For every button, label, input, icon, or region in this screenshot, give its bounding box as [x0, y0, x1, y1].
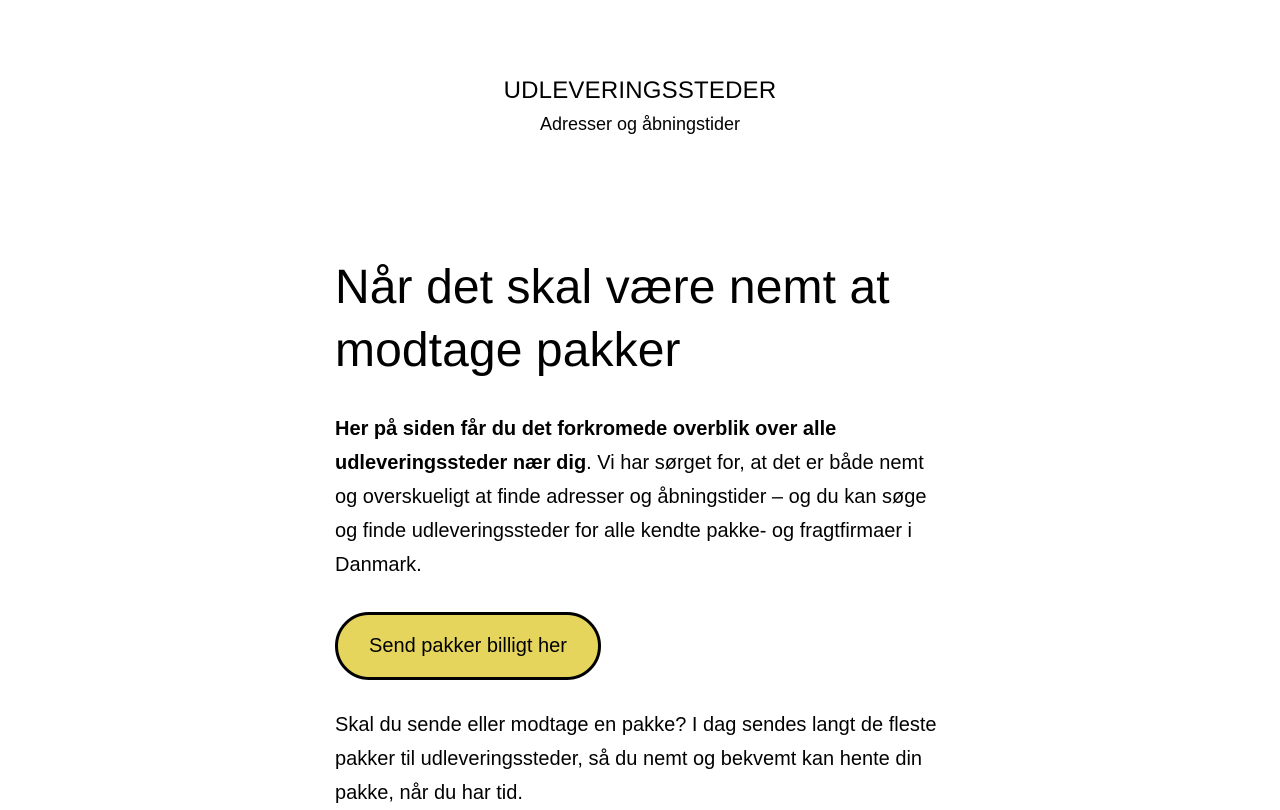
send-packages-button[interactable]: Send pakker billigt her	[335, 612, 601, 680]
site-title[interactable]: UDLEVERINGSSTEDER	[503, 77, 777, 104]
intro-bold-text: Her på siden får du det forkromede overblik over alle udleveringssteder nær dig	[335, 418, 837, 474]
intro-paragraph	[335, 412, 940, 582]
site-tagline: Adresser og åbningstider	[539, 114, 741, 134]
intro-text: . Vi har sørget for, at det er både nemt og overskueligt at finde adresser og åbningstider – og du kan søge og finde udleveringssteder for alle kendte pakke- og fragtfirmaer i Danmark.	[335, 452, 927, 576]
page-heading: Når det skal være nemt at modtage pakker	[335, 261, 890, 377]
second-paragraph: Skal du sende eller modtage en pakke? I dag sendes langt de fleste pakker til udleveringssteder, så du nemt og bekvemt kan hente din pakke, når du har tid.	[335, 714, 937, 804]
